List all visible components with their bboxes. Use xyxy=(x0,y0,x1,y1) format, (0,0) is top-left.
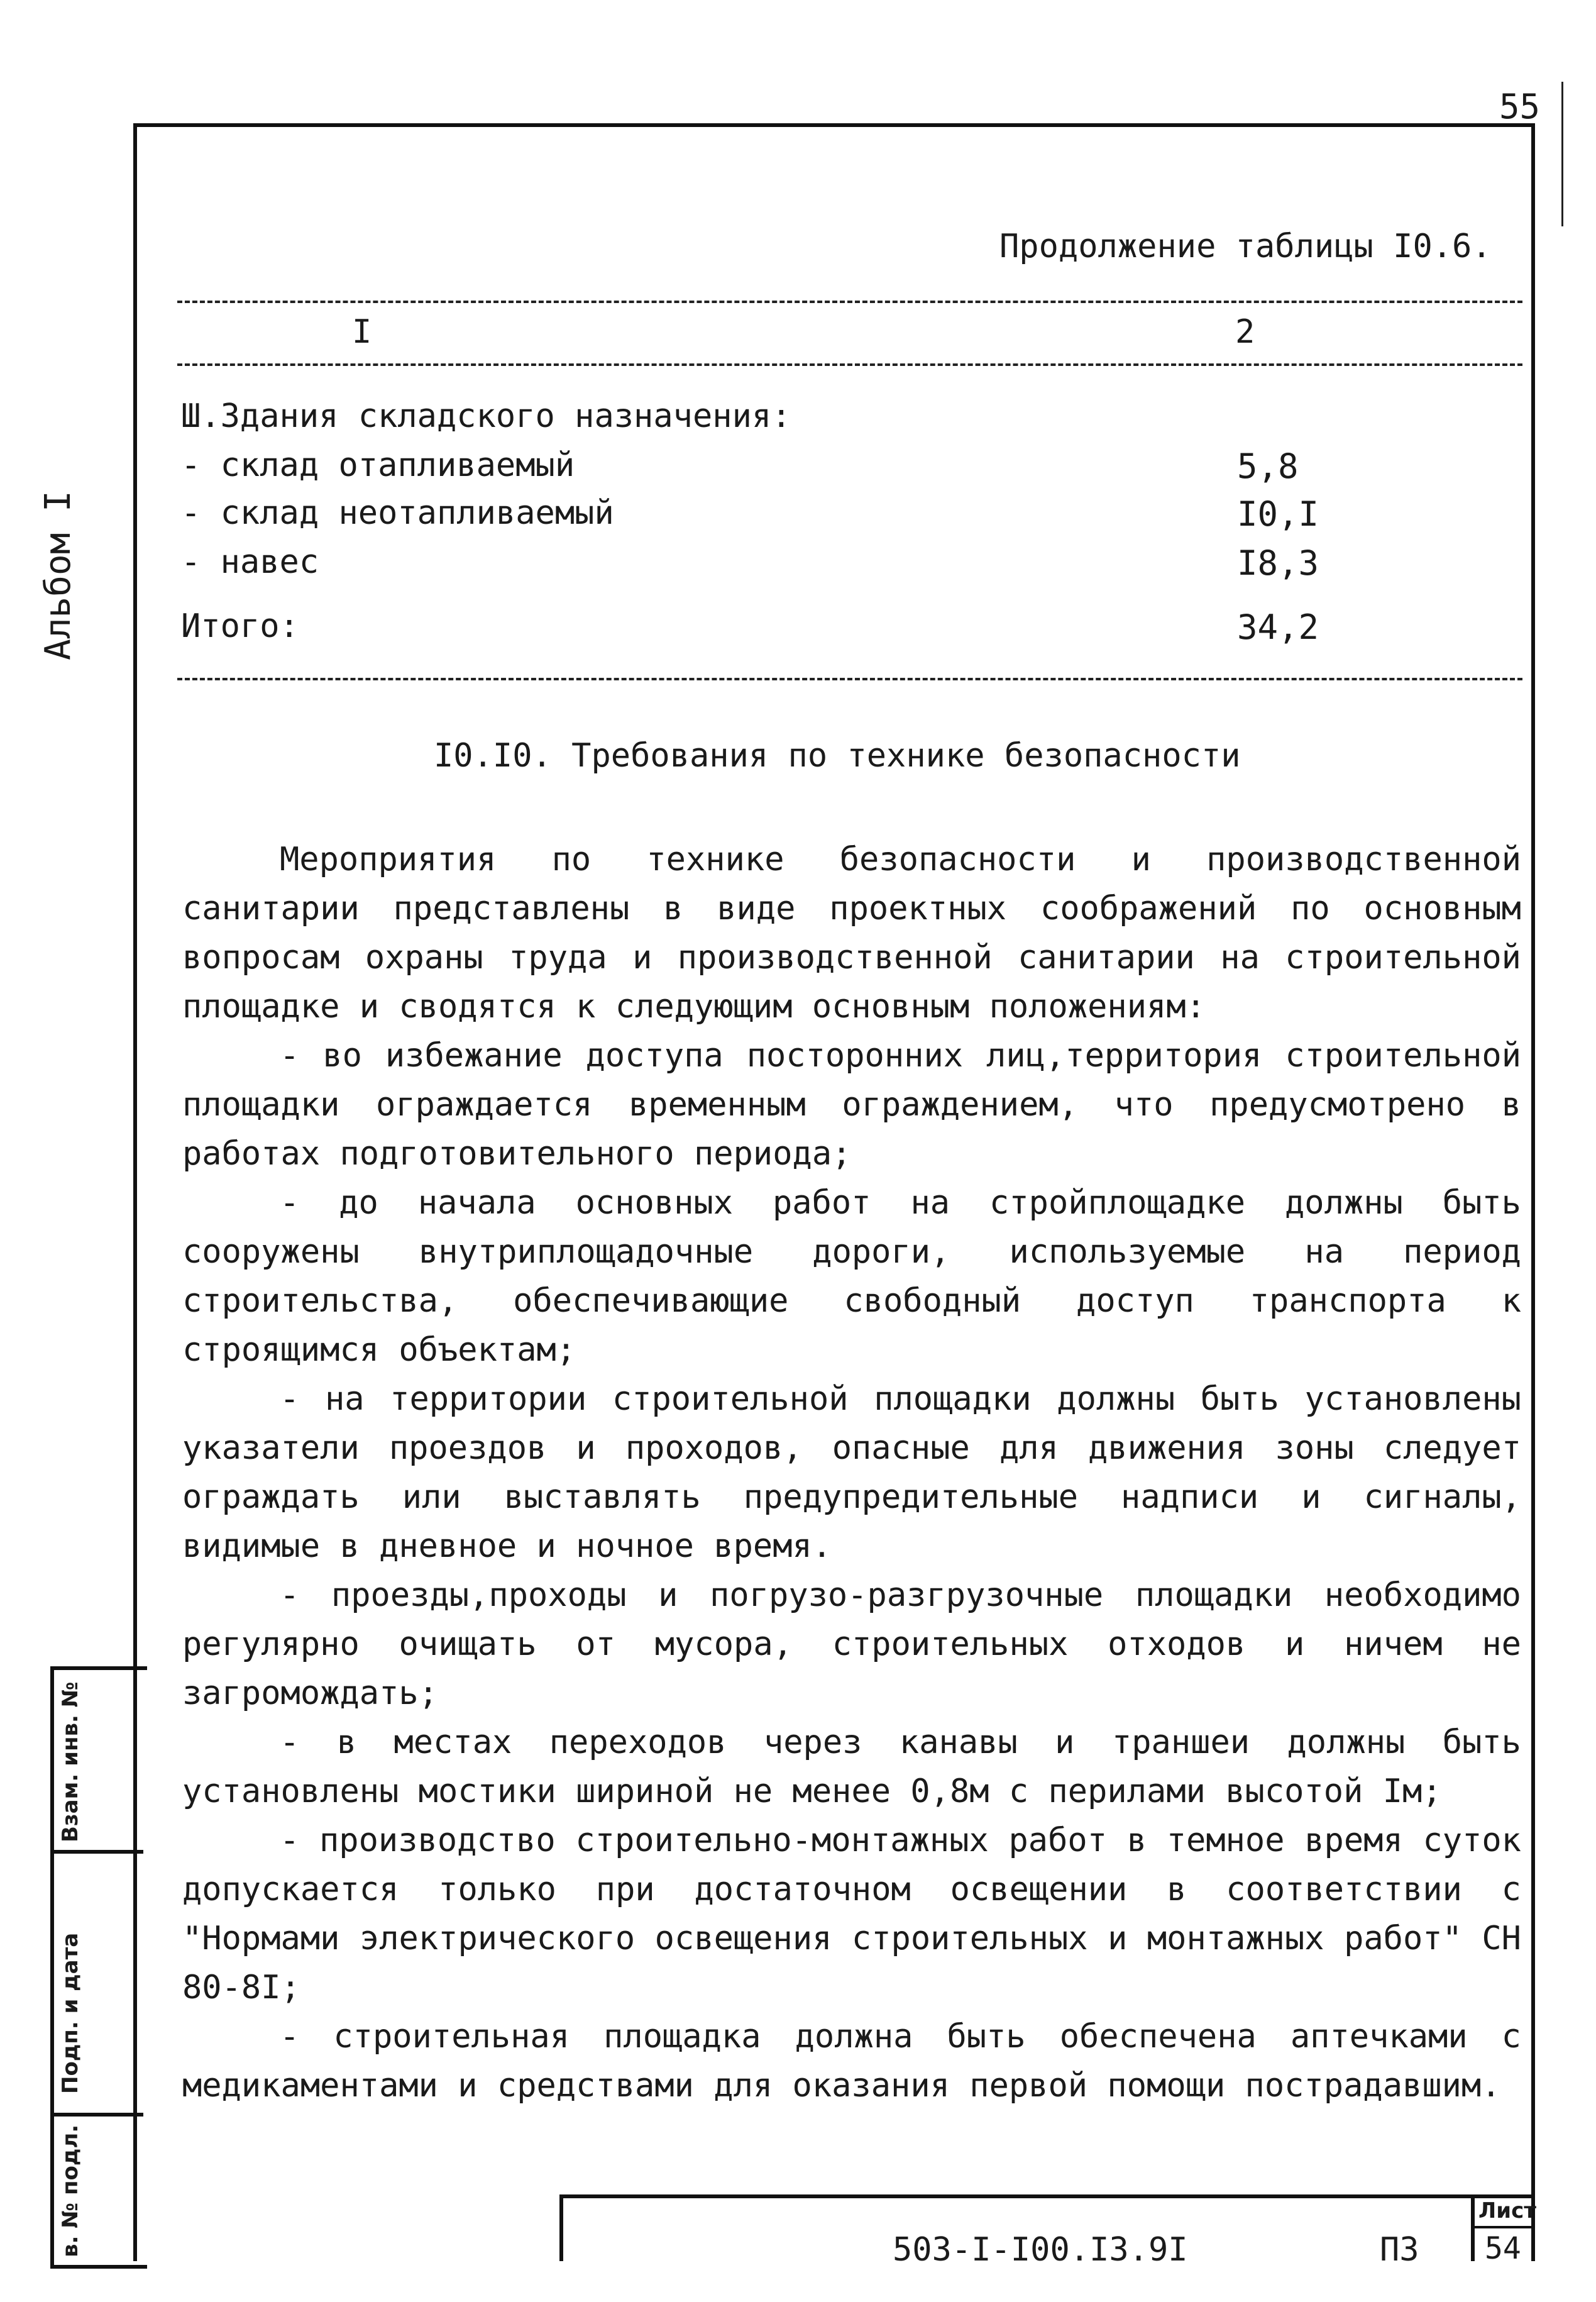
table-row-value: I8,3 xyxy=(1237,543,1319,583)
table-bottom-rule xyxy=(177,678,1522,680)
paragraph: Мероприятия по технике безопасности и производственной санитарии представлены в виде проектных соображений по основным вопросам охраны труда и производственной санитарии на строительной площадке и сводятся к следующим основным положениям: xyxy=(182,841,1521,1026)
section-title: I0.I0. Требования по технике безопасности xyxy=(434,737,1241,775)
table-row-label: Итого: xyxy=(181,607,299,645)
title-block-left xyxy=(559,2194,563,2261)
column-header-2: 2 xyxy=(1235,313,1255,351)
stamp-label-replacement-inventory: Взам. инв. № xyxy=(58,1681,83,1842)
document-code: 503-I-I00.I3.9I xyxy=(893,2231,1188,2269)
table-top-rule xyxy=(177,301,1522,303)
column-header-1: I xyxy=(352,313,372,351)
table-row-value: I0,I xyxy=(1237,494,1319,534)
paragraph: - до начала основных работ на стройплощадке должны быть сооружены внутриплощадочные дороги, используемые на период строительства, обеспечивающие свободный доступ транспорта к строящимся объектам; xyxy=(182,1184,1521,1369)
page-number: 55 xyxy=(1499,87,1541,126)
album-label: Альбом I xyxy=(38,490,79,660)
document-type: ПЗ xyxy=(1380,2231,1419,2269)
table-row-label: - склад отапливаемый xyxy=(181,446,575,484)
frame-right-border xyxy=(1531,123,1535,2261)
paragraph: - во избежание доступа посторонних лиц,территория строительной площадки ограждается временным ограждением, что предусмотрено в работах подготовительного периода; xyxy=(182,1037,1521,1173)
title-block-top xyxy=(559,2194,1535,2198)
sheet-label: Лист xyxy=(1478,2198,1536,2223)
section-body xyxy=(182,835,1521,2110)
stamp-label-original-inventory: в. № подл. xyxy=(58,2124,83,2257)
stamp-divider xyxy=(50,1850,143,1854)
stamp-divider xyxy=(50,2113,143,2117)
paragraph: - проезды,проходы и погрузо-разгрузочные площадки необходимо регулярно очищать от мусора, строительных отходов и ничем не загромождать; xyxy=(182,1576,1521,1712)
paragraph: - строительная площадка должна быть обеспечена аптечками с медикаментами и средствами для оказания первой помощи пострадавшим. xyxy=(182,2018,1521,2105)
table-row-value: 5,8 xyxy=(1237,446,1299,486)
table-row-label: - склад неотапливаемый xyxy=(181,494,614,532)
sheet-number: 54 xyxy=(1485,2231,1521,2266)
table-row-value: 34,2 xyxy=(1237,607,1319,647)
paragraph: - на территории строительной площадки должны быть установлены указатели проездов и проходов, опасные для движения зоны следует ограждать или выставлять предупредительные надписи и сигналы, видимые в дневное и ночное время. xyxy=(182,1380,1521,1565)
stamp-label-signature-date: Подп. и дата xyxy=(58,1932,83,2094)
paragraph: - в местах переходов через канавы и траншеи должны быть установлены мостики шириной не менее 0,8м с перилами высотой Iм; xyxy=(182,1724,1521,1810)
table-row-label: Ш.Здания складского назначения: xyxy=(181,397,791,435)
paragraph: - производство строительно-монтажных работ в темное время суток допускается только при достаточном освещении в соответствии с "Нормами электрического освещения строительных и монтажных работ" СН 80-8I; xyxy=(182,1822,1521,2006)
frame-top-border xyxy=(133,123,1535,127)
table-row-label: - навес xyxy=(181,543,319,581)
sheet-divider xyxy=(1471,2226,1531,2228)
table-header-rule xyxy=(177,363,1522,366)
page-edge-line xyxy=(1561,82,1563,226)
table-caption: Продолжение таблицы I0.6. xyxy=(999,228,1492,265)
